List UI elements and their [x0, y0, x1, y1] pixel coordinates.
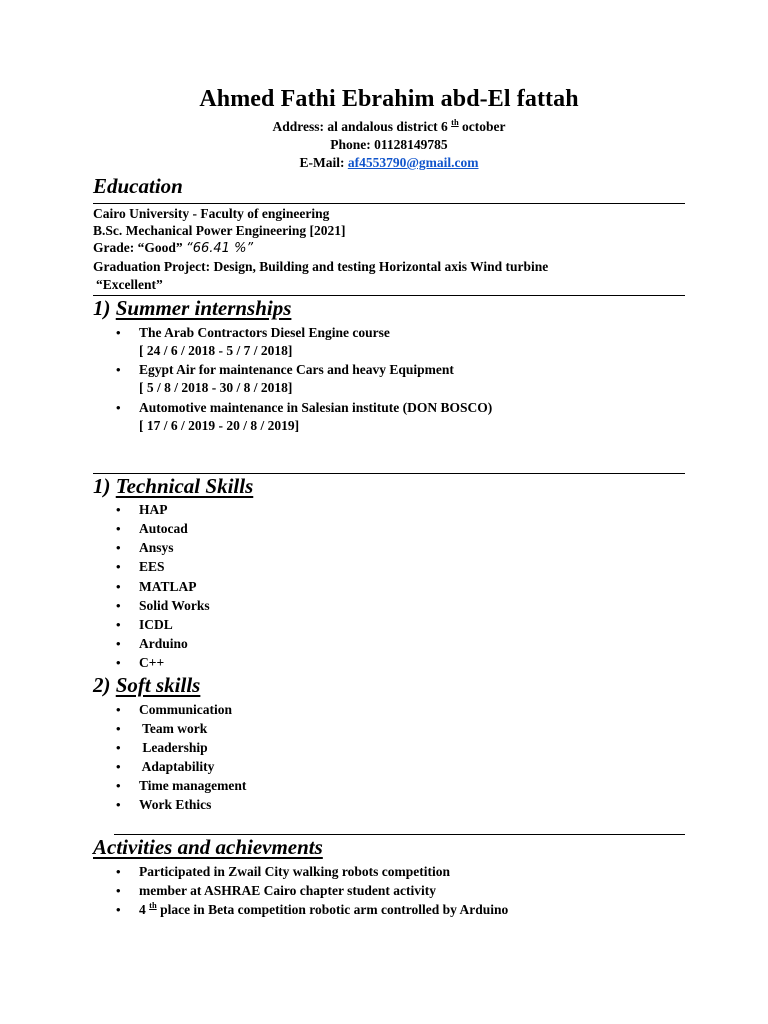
activities-title: Activities and achievments	[93, 835, 323, 859]
internship-title: Egypt Air for maintenance Cars and heavy Equipment	[139, 362, 454, 377]
internship-title: Automotive maintenance in Salesian institute (DON BOSCO)	[139, 400, 493, 415]
skill-label: ICDL	[139, 617, 173, 632]
skill-label: Time management	[139, 778, 247, 793]
skill-label: Solid Works	[139, 598, 210, 613]
skill-label: Arduino	[139, 636, 188, 651]
soft-heading	[93, 673, 200, 698]
internship-dates: [ 17 / 6 / 2019 - 20 / 8 / 2019]	[139, 418, 300, 433]
internships-title: Summer internships	[115, 296, 292, 320]
bullet-icon: •	[116, 540, 121, 555]
education-grade	[93, 240, 253, 256]
internship-title: The Arab Contractors Diesel Engine course	[139, 325, 390, 340]
internships-number: 1)	[93, 296, 116, 320]
internships-heading	[93, 296, 291, 321]
activities-heading	[93, 835, 323, 860]
bullet-icon: •	[116, 883, 121, 898]
grade-label: Grade: “Good”	[93, 240, 186, 255]
bullet-icon: •	[116, 902, 121, 917]
email-label: E-Mail:	[299, 155, 348, 170]
education-university: Cairo University - Faculty of engineering	[93, 206, 330, 221]
bullet-icon: •	[116, 655, 121, 670]
email-line	[0, 155, 768, 171]
bullet-icon: •	[116, 617, 121, 632]
skill-label: EES	[139, 559, 165, 574]
bullet-icon: •	[116, 598, 121, 613]
technical-number: 1)	[93, 474, 116, 498]
bullet-icon: •	[116, 778, 121, 793]
activity-prefix: 4	[139, 902, 150, 917]
bullet-icon: •	[116, 400, 121, 415]
bullet-icon: •	[116, 759, 121, 774]
grade-value: “66.41 %”	[186, 241, 254, 256]
education-project: Graduation Project: Design, Building and testing Horizontal axis Wind turbine	[93, 259, 549, 274]
education-project-grade: “Excellent”	[96, 277, 163, 292]
bullet-icon: •	[116, 797, 121, 812]
address-sup: th	[451, 117, 459, 127]
bullet-icon: •	[116, 740, 121, 755]
bullet-icon: •	[116, 362, 121, 377]
skill-label: C++	[139, 655, 165, 670]
email-link[interactable]: af4553790@gmail.com	[347, 155, 479, 170]
address-suffix: october	[458, 119, 506, 134]
activity-label	[139, 902, 508, 918]
bullet-icon: •	[116, 721, 121, 736]
education-degree: B.Sc. Mechanical Power Engineering [2021]	[93, 223, 346, 238]
address-prefix: Address: al andalous district 6	[272, 119, 448, 134]
phone-line: Phone: 01128149785	[330, 137, 448, 152]
skill-label: Work Ethics	[139, 797, 212, 812]
internship-dates: [ 24 / 6 / 2018 - 5 / 7 / 2018]	[139, 343, 293, 358]
education-divider	[93, 203, 685, 204]
technical-title: Technical Skills	[115, 474, 254, 498]
address-line	[0, 119, 768, 135]
activity-label: Participated in Zwail City walking robots competition	[139, 864, 451, 879]
soft-number: 2)	[93, 673, 116, 697]
bullet-icon: •	[116, 636, 121, 651]
bullet-icon: •	[116, 502, 121, 517]
internship-dates: [ 5 / 8 / 2018 - 30 / 8 / 2018]	[139, 380, 293, 395]
skill-label: Team work	[139, 721, 208, 736]
skill-label: Adaptability	[139, 759, 215, 774]
activity-sup: th	[149, 900, 157, 910]
skill-label: Ansys	[139, 540, 174, 555]
technical-heading	[93, 474, 253, 499]
bullet-icon: •	[116, 559, 121, 574]
skill-label: HAP	[139, 502, 168, 517]
activity-label: member at ASHRAE Cairo chapter student activity	[139, 883, 436, 898]
activity-suffix: place in Beta competition robotic arm controlled by Arduino	[156, 902, 509, 917]
education-heading: Education	[93, 174, 183, 198]
skill-label: MATLAP	[139, 579, 197, 594]
skill-label: Autocad	[139, 521, 188, 536]
candidate-name: Ahmed Fathi Ebrahim abd-El fattah	[199, 86, 579, 112]
bullet-icon: •	[116, 521, 121, 536]
skill-label: Leadership	[139, 740, 208, 755]
bullet-icon: •	[116, 325, 121, 340]
soft-title: Soft skills	[115, 673, 201, 697]
skill-label: Communication	[139, 702, 233, 717]
bullet-icon: •	[116, 864, 121, 879]
bullet-icon: •	[116, 702, 121, 717]
bullet-icon: •	[116, 579, 121, 594]
